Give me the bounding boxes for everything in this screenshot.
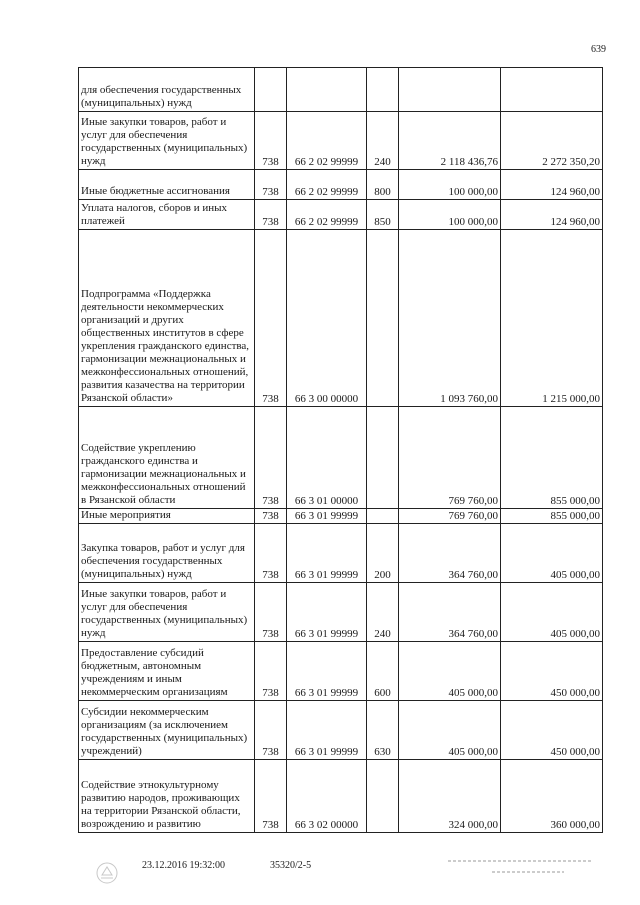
row-sum-year2-cell: 450 000,00: [501, 642, 603, 701]
row-target-article-cell: 66 2 02 99999: [287, 200, 367, 230]
row-sum-year2-cell: 405 000,00: [501, 583, 603, 642]
row-expense-type-cell: 240: [367, 583, 399, 642]
table-row: [79, 524, 603, 583]
row-sum-year2-cell: [501, 68, 603, 112]
row-expense-type-cell: 630: [367, 701, 399, 760]
row-sum-year2-cell: 124 960,00: [501, 170, 603, 200]
row-expense-type-cell: 200: [367, 524, 399, 583]
row-grbs-cell: 738: [255, 524, 287, 583]
footer-document-id: 35320/2-5: [270, 860, 312, 871]
row-sum-year1-cell: 364 760,00: [399, 524, 501, 583]
row-sum-year2-cell: 855 000,00: [501, 407, 603, 509]
table-row: [79, 509, 603, 524]
row-grbs-cell: 738: [255, 642, 287, 701]
row-name-cell: Субсидии некоммерческим организациям (за исключением государственных (муниципальных) учреждений): [79, 701, 255, 760]
footer-timestamp: 23.12.2016 19:32:00: [142, 860, 226, 871]
row-target-article-cell: 66 3 01 99999: [287, 524, 367, 583]
row-target-article-cell: 66 2 02 99999: [287, 170, 367, 200]
row-expense-type-cell: 240: [367, 112, 399, 170]
page-number: 639: [591, 44, 606, 55]
row-target-article-cell: 66 3 00 00000: [287, 230, 367, 407]
row-expense-type-cell: 800: [367, 170, 399, 200]
row-grbs-cell: 738: [255, 407, 287, 509]
row-grbs-cell: 738: [255, 701, 287, 760]
row-sum-year1-cell: 324 000,00: [399, 760, 501, 833]
row-grbs-cell: [255, 68, 287, 112]
row-name-cell: Содействие этнокультурному развитию народов, проживающих на территории Рязанской области, возрождению и развитию: [79, 760, 255, 833]
faded-stamp-icon: [446, 854, 596, 880]
row-name-cell: Закупка товаров, работ и услуг для обеспечения государственных (муниципальных) нужд: [79, 524, 255, 583]
row-target-article-cell: 66 3 01 99999: [287, 583, 367, 642]
row-sum-year2-cell: 360 000,00: [501, 760, 603, 833]
row-target-article-cell: 66 3 02 00000: [287, 760, 367, 833]
row-target-article-cell: 66 3 01 99999: [287, 642, 367, 701]
row-name-cell: Иные бюджетные ассигнования: [79, 170, 255, 200]
row-expense-type-cell: [367, 760, 399, 833]
row-target-article-cell: 66 3 01 00000: [287, 407, 367, 509]
emblem-icon: [94, 860, 120, 886]
budget-table: [78, 67, 603, 833]
row-sum-year1-cell: 364 760,00: [399, 583, 501, 642]
row-name-cell: Предоставление субсидий бюджетным, автономным учреждениям и иным некоммерческим организациям: [79, 642, 255, 701]
row-name-cell: Иные закупки товаров, работ и услуг для обеспечения государственных (муниципальных) нужд: [79, 112, 255, 170]
row-sum-year1-cell: 2 118 436,76: [399, 112, 501, 170]
row-name-cell: для обеспечения государственных (муниципальных) нужд: [79, 68, 255, 112]
row-expense-type-cell: 600: [367, 642, 399, 701]
row-sum-year1-cell: [399, 68, 501, 112]
row-sum-year2-cell: 124 960,00: [501, 200, 603, 230]
row-target-article-cell: [287, 68, 367, 112]
table-row: [79, 407, 603, 509]
row-target-article-cell: 66 3 01 99999: [287, 701, 367, 760]
row-expense-type-cell: [367, 230, 399, 407]
table-row: [79, 200, 603, 230]
row-target-article-cell: 66 3 01 99999: [287, 509, 367, 524]
row-name-cell: Подпрограмма «Поддержка деятельности некоммерческих организаций и других общественных институтов в сфере укрепления гражданского единства, гармонизации межнациональных и межконфессиональных отношений, развития казачества на территории Рязанской области»: [79, 230, 255, 407]
row-grbs-cell: 738: [255, 170, 287, 200]
table-row: [79, 583, 603, 642]
row-name-cell: Иные мероприятия: [79, 509, 255, 524]
table-row: [79, 760, 603, 833]
row-sum-year1-cell: 1 093 760,00: [399, 230, 501, 407]
row-expense-type-cell: 850: [367, 200, 399, 230]
row-sum-year2-cell: 1 215 000,00: [501, 230, 603, 407]
row-grbs-cell: 738: [255, 200, 287, 230]
row-grbs-cell: 738: [255, 509, 287, 524]
row-sum-year1-cell: 769 760,00: [399, 509, 501, 524]
row-sum-year1-cell: 100 000,00: [399, 170, 501, 200]
row-name-cell: Иные закупки товаров, работ и услуг для обеспечения государственных (муниципальных) нужд: [79, 583, 255, 642]
row-target-article-cell: 66 2 02 99999: [287, 112, 367, 170]
row-sum-year2-cell: 450 000,00: [501, 701, 603, 760]
table-row: [79, 701, 603, 760]
row-grbs-cell: 738: [255, 230, 287, 407]
row-sum-year1-cell: 405 000,00: [399, 701, 501, 760]
table-row: [79, 112, 603, 170]
row-name-cell: Уплата налогов, сборов и иных платежей: [79, 200, 255, 230]
row-sum-year2-cell: 855 000,00: [501, 509, 603, 524]
row-sum-year1-cell: 769 760,00: [399, 407, 501, 509]
row-name-cell: Содействие укреплению гражданского единства и гармонизации межнациональных и межконфессиональных отношений в Рязанской области: [79, 407, 255, 509]
row-grbs-cell: 738: [255, 583, 287, 642]
row-grbs-cell: 738: [255, 112, 287, 170]
table-row: [79, 642, 603, 701]
row-sum-year1-cell: 405 000,00: [399, 642, 501, 701]
table-row: [79, 170, 603, 200]
row-expense-type-cell: [367, 68, 399, 112]
row-sum-year2-cell: 2 272 350,20: [501, 112, 603, 170]
table-row: [79, 68, 603, 112]
table-row: [79, 230, 603, 407]
row-grbs-cell: 738: [255, 760, 287, 833]
row-expense-type-cell: [367, 509, 399, 524]
row-expense-type-cell: [367, 407, 399, 509]
row-sum-year1-cell: 100 000,00: [399, 200, 501, 230]
row-sum-year2-cell: 405 000,00: [501, 524, 603, 583]
